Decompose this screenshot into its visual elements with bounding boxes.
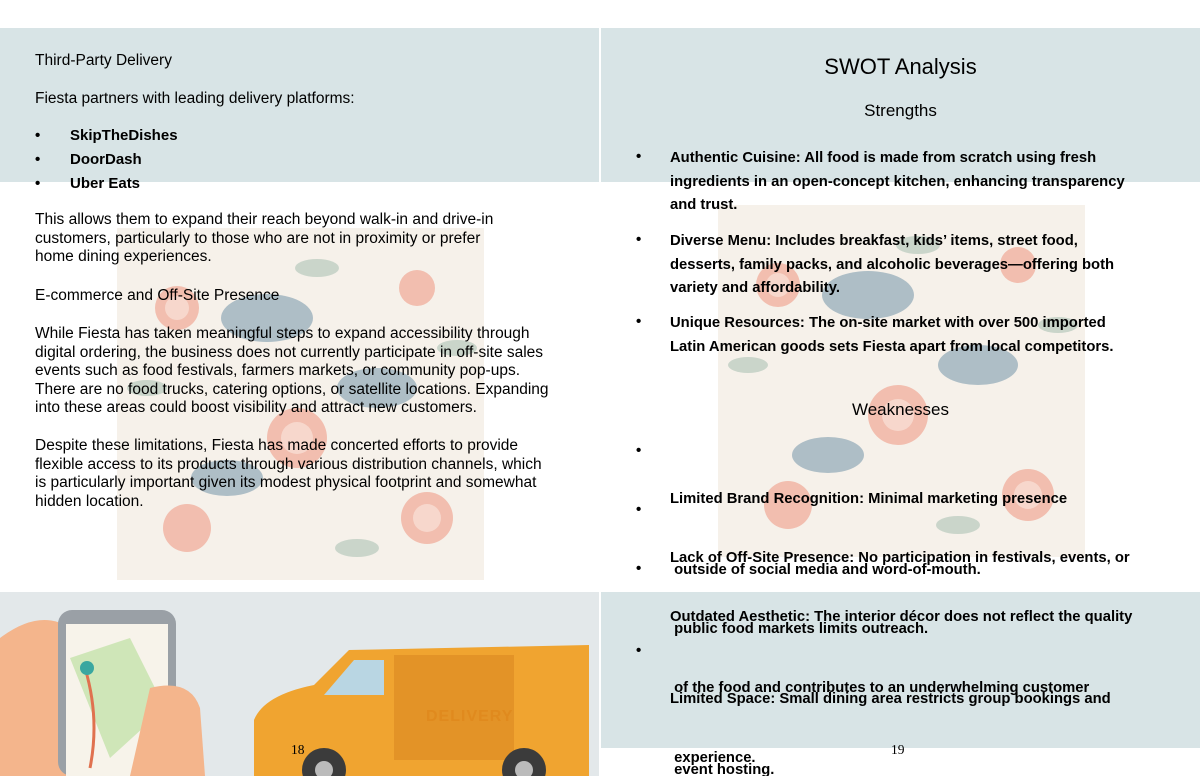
weakness-item: Outdated Aesthetic: The interior décor does not reflect the quality of the food and contributes to an underwhelming customer experience. [670,609,1133,766]
strengths-heading: Strengths [864,101,937,120]
page-number: 18 [291,742,305,757]
weakness-item: Limited Space: Small dining area restricts group bookings and event hosting. [670,691,1111,776]
bullet-icon: • [636,501,642,518]
bullet-icon: • [35,175,41,192]
weakness-item: Limited Brand Recognition: Minimal marketing presence outside of social media and word-of-mouth. [670,491,1068,578]
phone-map-illustration [0,598,205,776]
weakness-item: Lack of Off-Site Presence: No participation in festivals, events, or public food markets limits outreach. [670,550,1130,637]
bullet-icon: • [636,148,642,165]
bullet-icon: • [636,642,642,659]
bullet-icon: • [636,560,642,577]
bullet-icon: • [636,442,642,459]
bullet-icon: • [636,313,642,330]
heading-ecommerce: E-commerce and Off-Site Presence [35,287,280,304]
van-delivery-label: DELIVERY [426,708,514,725]
heading-third-party-delivery: Third-Party Delivery [35,52,172,69]
delivery-intro: Fiesta partners with leading delivery platforms: [35,90,355,107]
bullet-icon: • [636,231,642,248]
strength-item: Diverse Menu: Includes breakfast, kids’ items, street food, desserts, family packs, and alcoholic beverages—offering both variety and affordability. [670,233,1115,296]
strength-item: Authentic Cuisine: All food is made from scratch using fresh ingredients in an open-concept kitchen, enhancing transparency and trust. [670,150,1125,213]
platform-item: SkipTheDishes [70,127,178,144]
despite-paragraph: Despite these limitations, Fiesta has made concerted efforts to provide flexible access to its products through various distribution channels, which is particularly important given its modest physical footprint and somewhat hidden location. [35,437,542,510]
bullet-icon: • [35,127,41,144]
reach-paragraph: This allows them to expand their reach beyond walk-in and drive-in customers, particularly to those who are not in proximity or prefer home dining experiences. [35,211,494,265]
weaknesses-heading: Weaknesses [851,400,949,419]
page-number: 19 [891,742,905,757]
bullet-icon: • [35,151,41,168]
platform-item: Uber Eats [70,175,141,192]
platform-item: DoorDash [70,151,142,168]
page-title: SWOT Analysis [824,54,977,79]
right-page [601,28,1200,776]
offsite-paragraph: While Fiesta has taken meaningful steps to expand accessibility through digital ordering, the business does not currently participate in off-site sales events such as food festivals, farmers markets, or community pop-ups. There are no food trucks, catering options, or satellite locations. Expanding into these areas could boost visibility and attract new customers. [35,325,549,416]
left-page [0,28,599,776]
strength-item: Unique Resources: The on-site market with over 500 imported Latin American goods sets Fiesta apart from local competitors. [670,315,1114,355]
